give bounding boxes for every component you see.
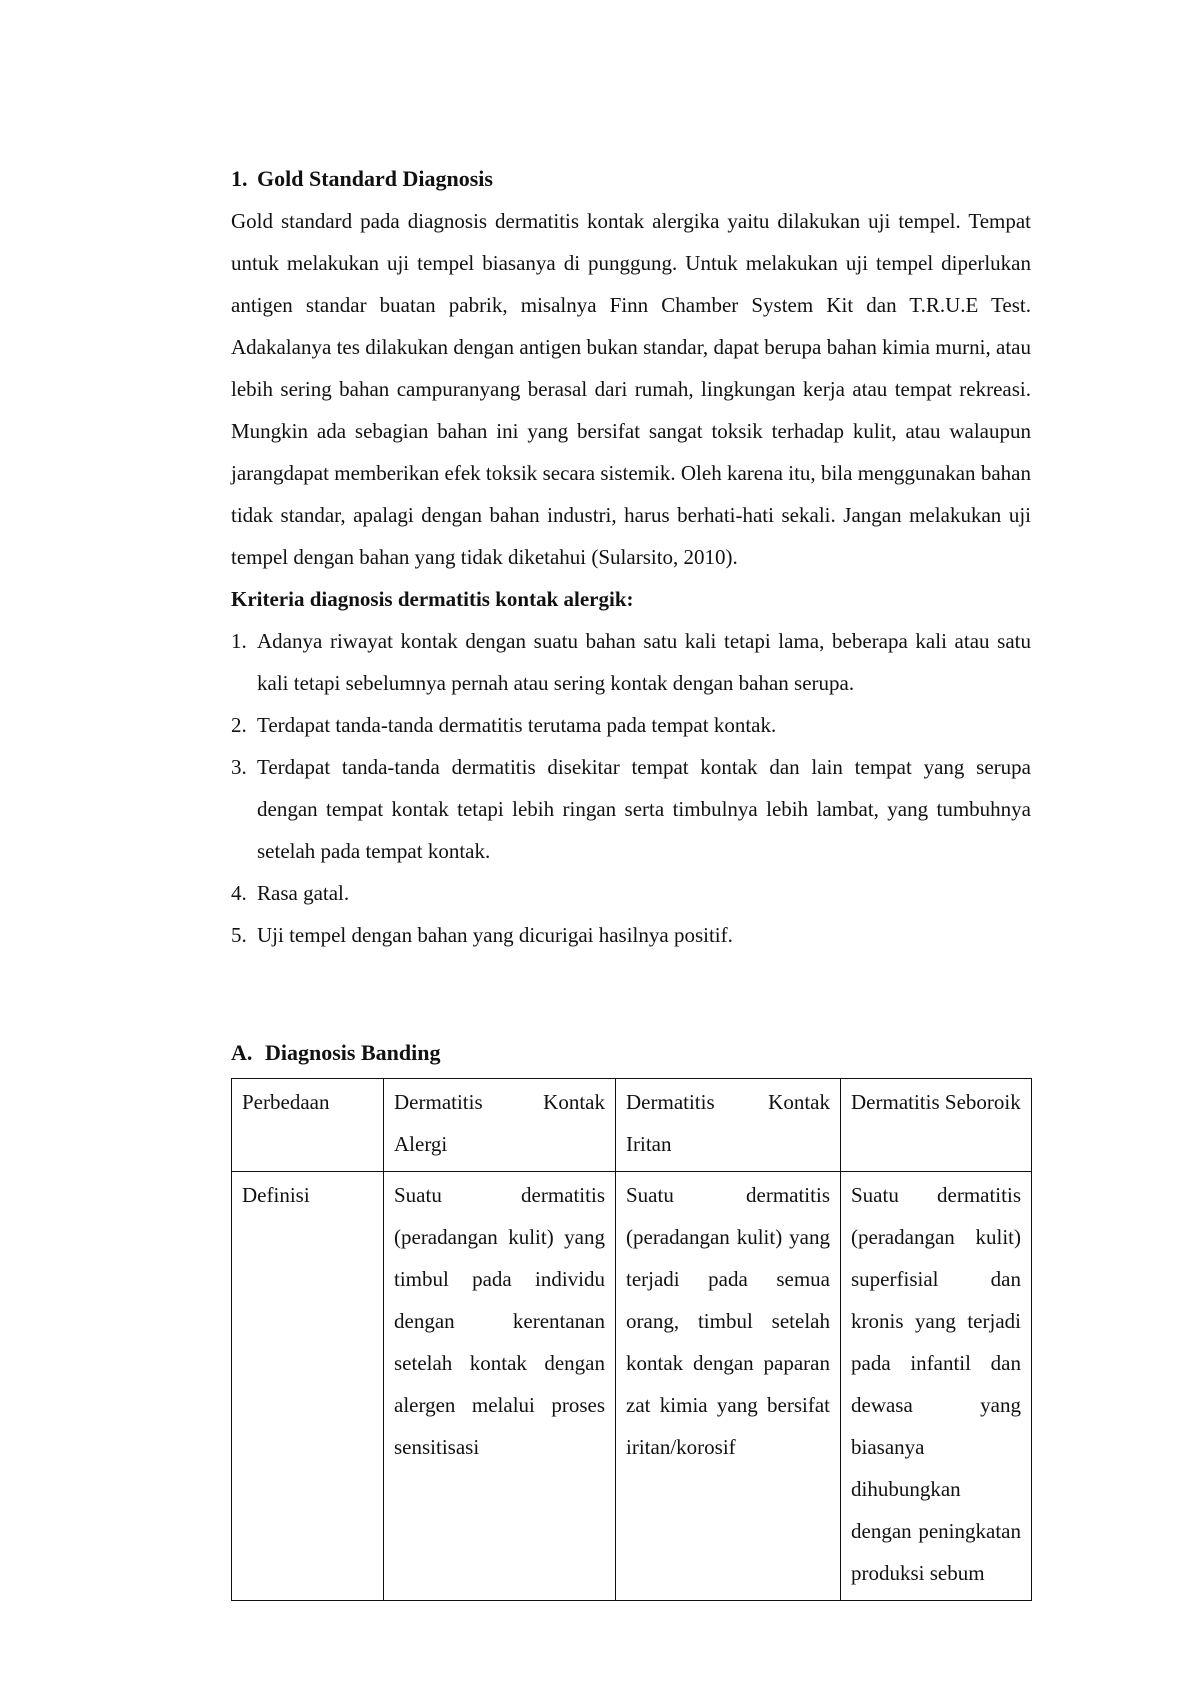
criteria-text: Terdapat tanda-tanda dermatitis terutama pada tempat kontak. <box>257 713 777 737</box>
section-a-number: A. <box>231 1040 253 1065</box>
criteria-text: Uji tempel dengan bahan yang dicurigai hasilnya positif. <box>257 923 733 947</box>
criteria-number: 4. <box>231 881 247 905</box>
criteria-text: Rasa gatal. <box>257 881 350 905</box>
section-1-number: 1. <box>231 166 248 191</box>
criteria-list <box>231 620 1031 956</box>
section-1 <box>231 158 1031 956</box>
cell-ds-definisi: Suatu dermatitis (peradangan kulit) superfisial dan kronis yang terjadi pada infantil dan dewasa yang biasanya dihubungkan dengan peningkatan produksi sebum <box>841 1172 1032 1601</box>
diagnosis-banding-table <box>231 1078 1032 1601</box>
header-cell-dka: Dermatitis Kontak Alergi <box>384 1079 616 1172</box>
section-a-title: Diagnosis Banding <box>265 1040 441 1065</box>
header-cell-dki: Dermatitis Kontak Iritan <box>616 1079 841 1172</box>
criteria-item <box>231 704 1031 746</box>
criteria-item <box>231 914 1031 956</box>
table-row <box>232 1172 1032 1601</box>
table-header-row <box>232 1079 1032 1172</box>
cell-dki-definisi: Suatu dermatitis (peradangan kulit) yang terjadi pada semua orang, timbul setelah kontak dengan paparan zat kimia yang bersifat iritan/korosif <box>616 1172 841 1601</box>
criteria-text: Terdapat tanda-tanda dermatitis disekitar tempat kontak dan lain tempat yang serupa dengan tempat kontak tetapi lebih ringan serta timbulnya lebih lambat, yang tumbuhnya setelah pada tempat kontak. <box>257 755 1031 863</box>
criteria-number: 2. <box>231 713 247 737</box>
criteria-number: 1. <box>231 629 247 653</box>
header-cell-ds: Dermatitis Seboroik <box>841 1079 1032 1172</box>
criteria-title: Kriteria diagnosis dermatitis kontak alergik: <box>231 587 634 611</box>
section-1-title: Gold Standard Diagnosis <box>257 166 493 191</box>
criteria-item <box>231 746 1031 872</box>
criteria-item <box>231 620 1031 704</box>
cell-dka-definisi: Suatu dermatitis (peradangan kulit) yang timbul pada individu dengan kerentanan setelah kontak dengan alergen melalui proses sensitisasi <box>384 1172 616 1601</box>
gold-standard-paragraph: Gold standard pada diagnosis dermatitis kontak alergika yaitu dilakukan uji tempel. Tempat untuk melakukan uji tempel biasanya di punggung. Untuk melakukan uji tempel diperlukan antigen standar buatan pabrik, misalnya Finn Chamber System Kit dan T.R.U.E Test. Adakalanya tes dilakukan dengan antigen bukan standar, dapat berupa bahan kimia murni, atau lebih sering bahan campuranyang berasal dari rumah, lingkungan kerja atau tempat rekreasi. Mungkin ada sebagian bahan ini yang bersifat sangat toksik terhadap kulit, atau walaupun jarangdapat memberikan efek toksik secara sistemik. Oleh karena itu, bila menggunakan bahan tidak standar, apalagi dengan bahan industri, harus berhati-hati sekali. Jangan melakukan uji tempel dengan bahan yang tidak diketahui (Sularsito, 2010). <box>231 209 1031 569</box>
header-cell-perbedaan: Perbedaan <box>232 1079 384 1172</box>
criteria-number: 5. <box>231 923 247 947</box>
criteria-item <box>231 872 1031 914</box>
section-1-heading <box>231 158 1031 200</box>
row-label-definisi: Definisi <box>232 1172 384 1601</box>
criteria-number: 3. <box>231 755 247 779</box>
section-a-heading <box>231 1032 440 1074</box>
criteria-text: Adanya riwayat kontak dengan suatu bahan satu kali tetapi lama, beberapa kali atau satu kali tetapi sebelumnya pernah atau sering kontak dengan bahan serupa. <box>257 629 1031 695</box>
